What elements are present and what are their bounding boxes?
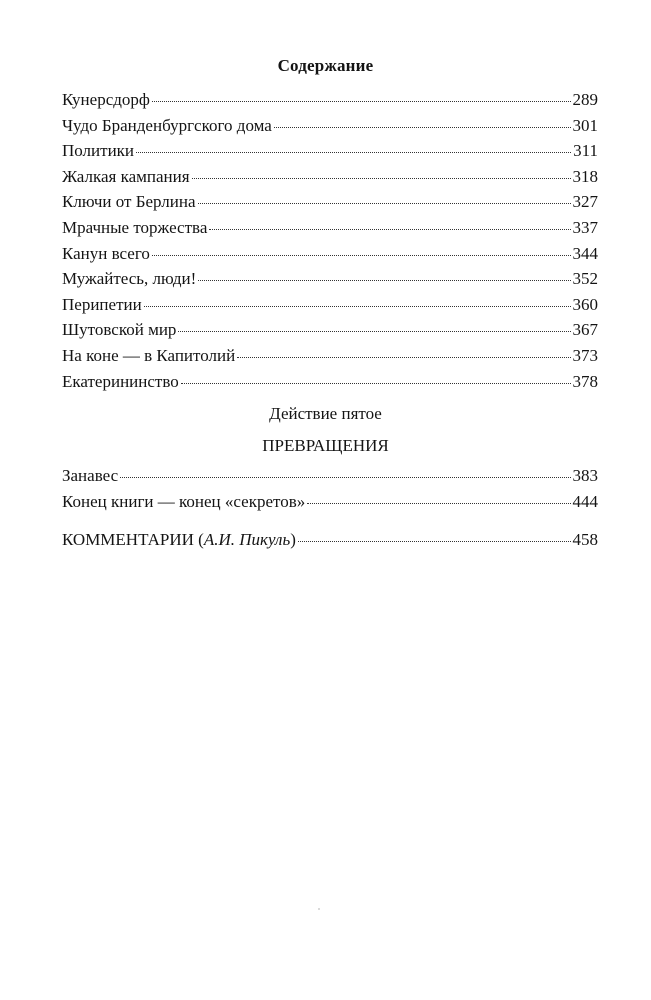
- act-label: Действие пятое: [269, 404, 382, 423]
- commentary-title: КОММЕНТАРИИ (: [62, 530, 204, 549]
- toc-entry-page: 311: [573, 141, 598, 161]
- toc-entry-title: Мужайтесь, люди!: [62, 269, 197, 289]
- toc-entry: [62, 343, 598, 369]
- dot-leader: [120, 476, 570, 478]
- toc-entry: [62, 369, 598, 395]
- dot-leader: [136, 151, 571, 153]
- toc-entry-page: 444: [572, 491, 598, 511]
- dot-leader: [178, 330, 570, 332]
- dot-leader: [192, 177, 571, 179]
- toc-entry-title: Чудо Бранденбургского дома: [62, 115, 272, 135]
- toc-entry-title: На коне — в Капитолий: [62, 345, 236, 365]
- dot-leader: [152, 100, 571, 102]
- dot-leader: [181, 382, 571, 384]
- toc-entry: [62, 87, 598, 113]
- toc-entry-title: Кунерсдорф: [62, 90, 150, 109]
- dot-leader: [209, 228, 570, 230]
- toc-list-commentary: [62, 527, 598, 553]
- toc-entry-page: 344: [572, 243, 598, 263]
- commentary-close: ): [290, 530, 296, 549]
- toc-entry: [62, 189, 598, 215]
- toc-entry: [62, 489, 598, 515]
- toc-entry: [62, 215, 598, 241]
- toc-entry-title: Занавес: [62, 466, 119, 485]
- toc-heading: Содержание: [277, 56, 374, 75]
- toc-entry-page: 337: [572, 217, 598, 237]
- toc-entry: [62, 164, 598, 190]
- toc-entry: [62, 113, 598, 139]
- toc-entry-title: Канун всего: [62, 243, 150, 263]
- toc-entry: [62, 241, 598, 267]
- toc-entry-page: 458: [572, 530, 598, 549]
- dot-leader: [152, 254, 571, 256]
- toc-entry-title: Перипетии: [62, 294, 142, 314]
- toc-entry-title: Шутовской мир: [62, 320, 177, 340]
- toc-entry-page: 301: [572, 115, 598, 135]
- toc-entry: [62, 317, 598, 343]
- toc-entry-commentary: [62, 527, 598, 553]
- toc-entry: [62, 463, 598, 489]
- toc-entry-title: Конец книги — конец «секретов»: [62, 491, 306, 511]
- dot-leader: [274, 126, 571, 128]
- dot-leader: [144, 305, 571, 307]
- toc-entry-page: 378: [572, 371, 598, 391]
- toc-entry-title: Ключи от Берлина: [62, 192, 196, 212]
- toc-entry-page: 383: [572, 466, 598, 485]
- dot-leader: [298, 540, 571, 542]
- toc-entry-page: 327: [572, 192, 598, 212]
- toc-list-part5: [62, 463, 598, 514]
- toc-entry-title: Жалкая кампания: [62, 166, 190, 186]
- toc-entry: [62, 138, 598, 164]
- dot-leader: [237, 356, 570, 358]
- toc-entry: [62, 266, 598, 292]
- toc-entry-title: [62, 527, 296, 553]
- paper-speck: [318, 908, 320, 910]
- toc-entry-page: 289: [572, 90, 598, 109]
- dot-leader: [198, 202, 571, 204]
- dot-leader: [307, 502, 570, 504]
- toc-entry-title: Екатерининство: [62, 371, 179, 391]
- toc-entry-page: 352: [572, 269, 598, 289]
- toc-list-part4: [62, 87, 598, 394]
- dot-leader: [198, 279, 570, 281]
- toc-entry-page: 360: [572, 294, 598, 314]
- toc-entry-page: 318: [572, 166, 598, 186]
- act-name: ПРЕВРАЩЕНИЯ: [262, 436, 389, 455]
- toc-entry-title: Политики: [62, 141, 135, 161]
- toc-entry-page: 367: [572, 320, 598, 340]
- toc-entry-page: 373: [572, 345, 598, 365]
- toc-entry-title: Мрачные торжества: [62, 217, 208, 237]
- commentary-author: А.И. Пикуль: [203, 530, 291, 549]
- toc-entry: [62, 292, 598, 318]
